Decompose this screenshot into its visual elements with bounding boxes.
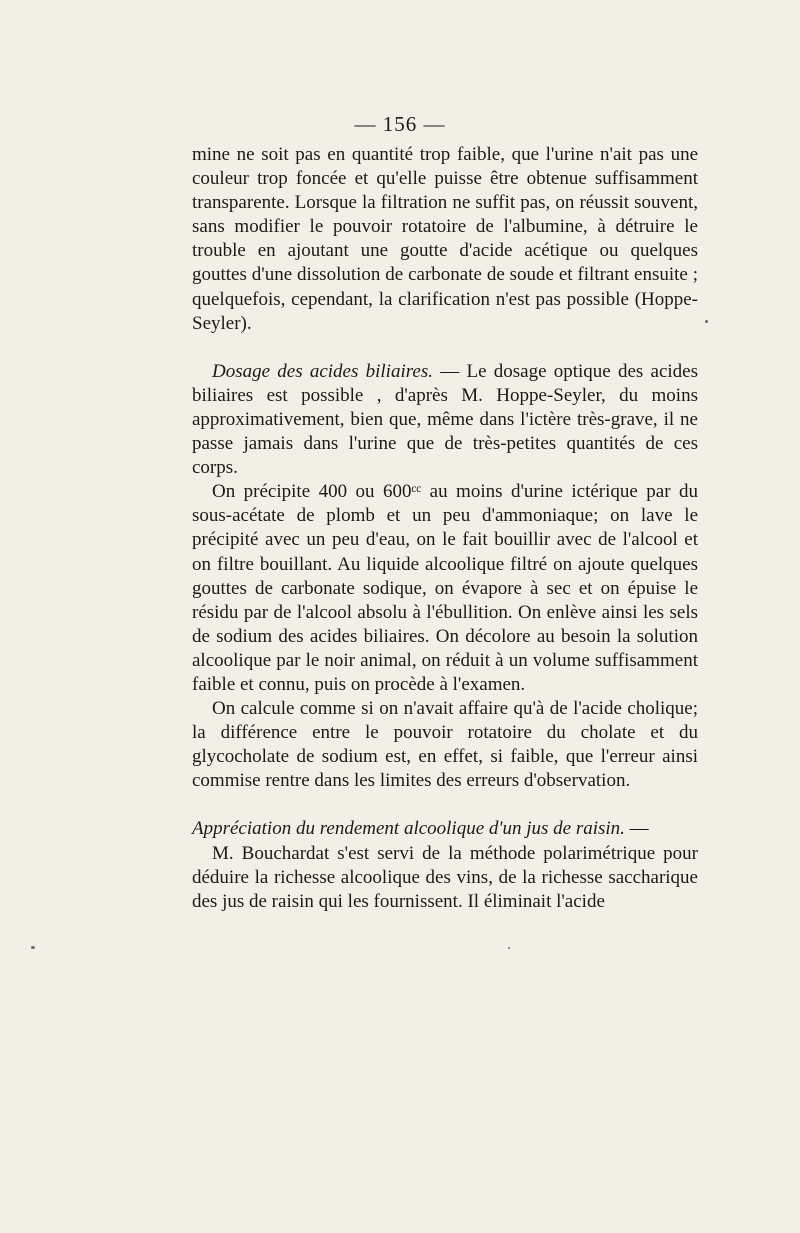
paragraph-bouchardat: M. Bouchardat s'est servi de la méthode polarimétrique pour déduire la richesse alcoolique des vins, de la richesse saccharique des jus de raisin qui les fournissent. Il éliminait l'acide — [192, 842, 698, 912]
section-heading-grape-juice: Appréciation du rendement alcoolique d'un jus de raisin. — [192, 818, 625, 840]
body-text — [192, 143, 698, 914]
paper-speck — [508, 947, 510, 949]
paper-speck — [705, 320, 708, 323]
paragraph-bile-acids — [192, 360, 698, 480]
paragraph-continuation: mine ne soit pas en quantité trop faible, que l'urine n'ait pas une couleur trop foncée et qu'elle puisse être obtenue suffisamment transparente. Lorsque la filtration ne suffit pas, on réussit souvent, sans modifier le pouvoir rotatoire de l'albumine, à détruire le trouble en ajoutant une goutte d'acide acétique ou quelques gouttes d'une dissolution de carbonate de soude et filtrant ensuite ; quelquefois, cependant, la clarification n'est pas possible (Hoppe-Seyler). — [192, 144, 698, 334]
paper-speck — [31, 946, 35, 949]
paragraph-bile-acids-body: — Le dosage optique des acides biliaires est possible , d'après M. Hoppe-Seyler, du moins approximativement, bien que, même dans l'ictère très-grave, il ne passe jamais dans l'urine que de très-petites quantités de ces corps. — [192, 360, 698, 479]
heading-dash: — — [624, 818, 649, 840]
paragraph-calculation: On calcule comme si on n'avait affaire qu'à de l'acide cholique; la différence entre le pouvoir rotatoire du cholate et du glycocholate de sodium est, en effet, si faible, que l'erreur ainsi commise rentre dans les limites des erreurs d'observation. — [192, 698, 698, 792]
section-heading-bile-acids: Dosage des acides biliaires. — [212, 360, 433, 382]
paragraph-grape-juice-heading — [192, 817, 698, 841]
page-number: — 156 — — [354, 112, 446, 136]
paragraph-precipitation: On précipite 400 ou 600ᶜᶜ au moins d'urine ictérique par du sous-acétate de plomb et un peu d'ammoniaque; on lave le précipité avec un peu d'eau, on le fait bouillir avec de l'alcool et on filtre bouillant. Au liquide alcoolique filtré on ajoute quelques gouttes de carbonate sodique, on évapore à sec et on épuise le résidu par de l'alcool absolu à l'ébullition. On enlève ainsi les sels de sodium des acides biliaires. On décolore au besoin la solution alcoolique par le noir animal, on réduit à un volume suffisamment faible et connu, puis on procède à l'examen. — [192, 481, 698, 695]
